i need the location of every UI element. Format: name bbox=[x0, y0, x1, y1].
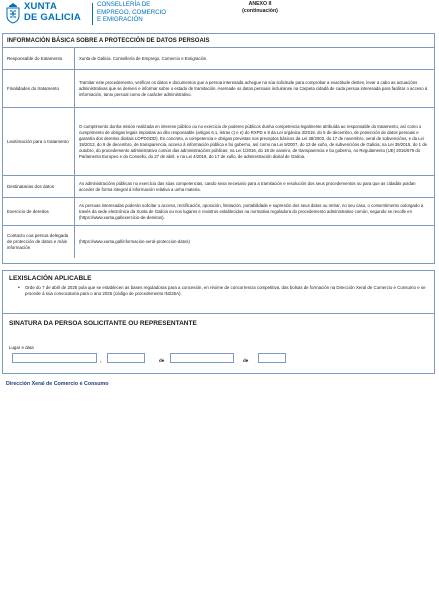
table-row bbox=[3, 48, 434, 70]
row-text: (https://www.xunta.gal/informacion-xeral-proteccion-datos) bbox=[75, 226, 435, 258]
row-text: Xunta de Galicia. Consellería de Emprego, Comercio e Emigración. bbox=[75, 48, 435, 70]
place-date-label: Lugar e data bbox=[9, 345, 34, 350]
brand-name bbox=[24, 2, 81, 23]
comma-separator: , bbox=[100, 358, 102, 364]
row-text: Tramitar este procedemento, verificar os datos e documentos que a persoa interesada achegue na súa solicitude para comprobar a exactitude destes, levar a cabo as actuacións administrativas que se deriven e informar sobre o estado de tramitación. Asemade os datos persoais incluiranse na Carpeta cidadá de cada persoa interesada para facilitar o acceso á información, tanto persoal como de carácter administrativo. bbox=[75, 70, 435, 108]
row-label: Contacto coa persoa delegada de protección de datos e máis información bbox=[3, 226, 75, 258]
row-label: Finalidades do tratamento bbox=[3, 70, 75, 108]
dept-line-1: CONSELLERÍA DE bbox=[97, 1, 151, 8]
year-field[interactable] bbox=[258, 353, 286, 363]
legislation-item: • Orde do 7 de abril de 2025 pola que se establecen as bases reguladoras para a concesión, en réxime de concorrencia competitiva, das bolsas de formación na Dirección Xeral de Comercio e Consumo e se procede á súa convocatoria para o ano 2025 (código de procedemento IN225A). bbox=[3, 282, 434, 297]
row-label: Destinatarias dos datos bbox=[3, 176, 75, 198]
table-row bbox=[3, 176, 434, 198]
table-row bbox=[3, 108, 434, 176]
footer-department: Dirección Xeral de Comercio e Consumo bbox=[6, 381, 109, 387]
header-divider bbox=[92, 3, 93, 25]
annex-subtitle: (continuación) bbox=[242, 8, 278, 14]
legislation-title: LEXISLACIÓN APLICABLE bbox=[9, 275, 92, 282]
dept-line-2: EMPREGO, COMERCIO bbox=[97, 8, 167, 16]
table-row bbox=[3, 226, 434, 258]
data-protection-title: INFORMACIÓN BÁSICA SOBRE A PROTECCIÓN DE DATOS PERSOAIS bbox=[7, 38, 210, 44]
row-text: O cumprimento dunha misión realizada en interese público ou no exercicio de poderes públicos dunha competencia legalmente atribuída ao responsable do tratamento, así como o cumprimento de obrigas legais impostas ao dito responsable (artigos 6.1, letras c) e e) do RXPD e 8 da Lei orgánica 3/2018, do 5 de decembro, de protección de datos persoais e garantía dos dereitos dixitais LOPDGDD). En concreto, a competencia e obrigas previstas nos preceptos básicos da Lei 38/2003, do 17 de novembro, xeral de subvencións, e da Lei 19/2013, do 9 de decembro, de transparencia, acceso á información pública e bo goberno, así como na Lei 9/2007, do 13 de xuño, de subvencións de Galicia; na Lei 39/2015, do 1 de outubro, do procedemento administrativo común das administracións públicas; na Lei 1/2016, do 18 de xaneiro, de transparencia e bo goberno, no Regulamento (UE) 2016/679 do Parlamento Europeo e do Consello, do 27 de abril, e na Lei 4/2019, do 17 de xullo, de administración dixital de Galicia. bbox=[75, 108, 435, 176]
row-text: As administracións públicas no exercicio das súas competencias, cando sexa necesario para a tramitación e resolución dos seus procedementos ou para que as cidadás poidan acceder de forma integral á información relativa a unha materia. bbox=[75, 176, 435, 198]
de-label: de bbox=[243, 358, 249, 363]
row-label: Responsable do tratamento bbox=[3, 48, 75, 70]
de-label: de bbox=[159, 358, 165, 363]
signature-title: SINATURA DA PERSOA SOLICITANTE OU REPRESENTANTE bbox=[9, 320, 197, 327]
table-row bbox=[3, 198, 434, 226]
month-field[interactable] bbox=[170, 353, 234, 363]
day-field[interactable] bbox=[107, 353, 145, 363]
place-field[interactable] bbox=[12, 353, 97, 363]
annex-label bbox=[230, 1, 290, 15]
row-label: Lexitimación para o tratamento bbox=[3, 108, 75, 176]
data-protection-section bbox=[2, 33, 435, 264]
annex-title: ANEXO II bbox=[248, 1, 272, 7]
dept-line-3: E EMIGRACIÓN bbox=[97, 16, 143, 24]
document-header bbox=[0, 0, 439, 28]
row-label: Exercicio de dereitos bbox=[3, 198, 75, 226]
legislation-section bbox=[2, 270, 435, 314]
data-protection-table bbox=[3, 47, 434, 258]
department-name bbox=[97, 1, 166, 24]
row-text: As persoas interesadas poderán solicitar o acceso, rectificación, oposición, limitación, portabilidade e supresión dos seus datos ou retirar, no seu caso, o consentimento outorgado a través da sede electrónica da Xunta de Galicia ou nos lugares e rexistros establecidos na normativa reguladora do procedemento administrativo común, segundo se recolle en (https://www.xunta.gal/exercicio-de-dereitos). bbox=[75, 198, 435, 226]
signature-section bbox=[2, 314, 435, 374]
table-row bbox=[3, 70, 434, 108]
galicia-coat-of-arms-icon bbox=[5, 2, 21, 24]
brand-line-1: XUNTA bbox=[24, 1, 58, 12]
brand-line-2: DE GALICIA bbox=[24, 11, 81, 23]
